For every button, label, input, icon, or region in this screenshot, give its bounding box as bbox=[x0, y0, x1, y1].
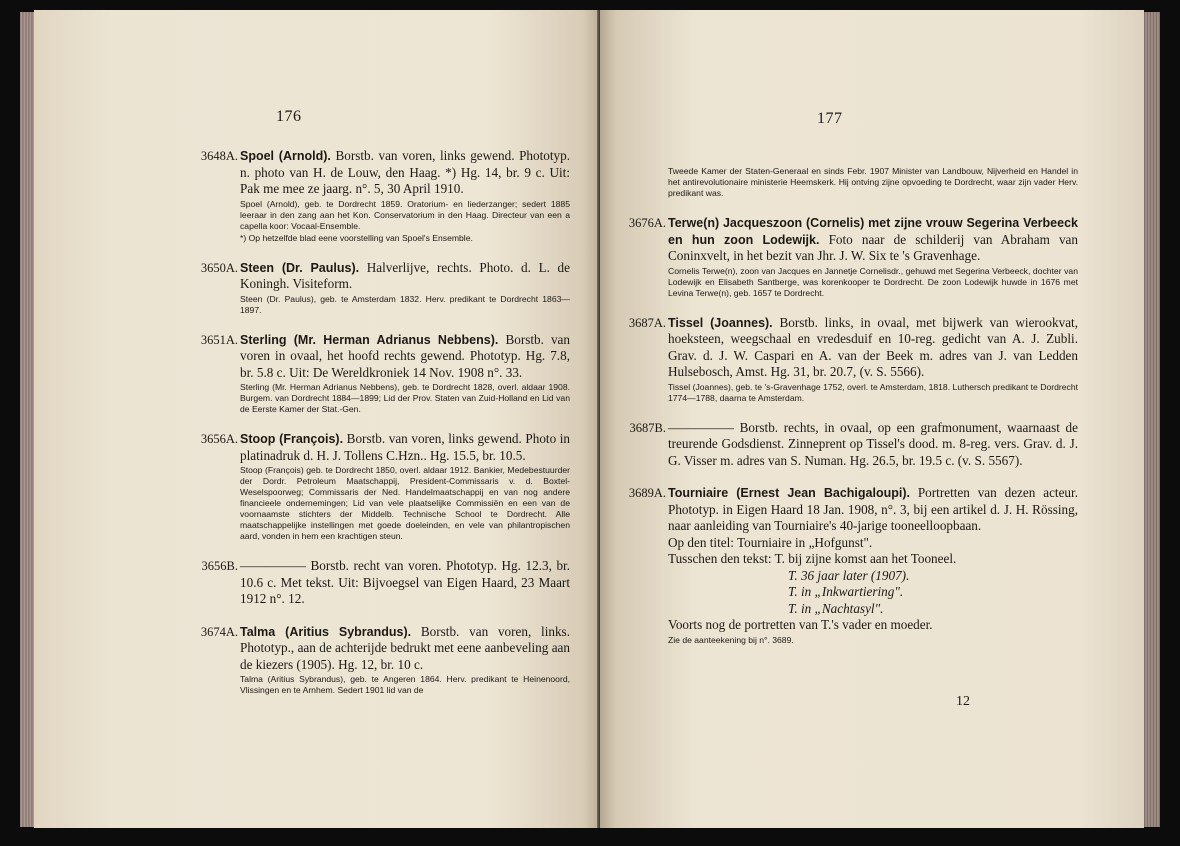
entry-name: Terwe(n) Jacqueszoon (Cornelis) met zijne vrouw Segerina Verbeeck en hun zoon Lodewijk. bbox=[668, 216, 1078, 247]
catalog-entry bbox=[629, 419, 1079, 470]
entry-note: Tissel (Joannes), geb. te 's-Gravenhage 1752, overl. te Amsterdam, 1818. Luthersch predikant te Dordrecht 1774—1788, daarna te Amsterdam. bbox=[668, 381, 1078, 403]
entry-name: Tourniaire (Ernest Jean Bachigaloupi). bbox=[668, 486, 910, 500]
signature-mark: 12 bbox=[956, 694, 970, 709]
entry-number: 3651A. bbox=[200, 332, 238, 347]
entry-dash: ————— bbox=[240, 558, 306, 573]
book-edge-right bbox=[1144, 12, 1160, 827]
entry-note: Steen (Dr. Paulus), geb. te Amsterdam 1832. Herv. predikant te Dordrecht 1863—1897. bbox=[240, 293, 570, 315]
entry-description: Borstb. van voren in ovaal, het hoofd rechts gewend. Phototyp. Hg. 7.8, br. 5.8 c. Uit: De Wereldkroniek 14 Nov. 1908 n°. 33. bbox=[240, 331, 571, 380]
catalog-entry bbox=[628, 485, 1078, 646]
entry-name: Talma (Aritius Sybrandus). bbox=[240, 624, 412, 639]
entry-line: Tusschen den tekst: T. bij zijne komst aan het Tooneel. bbox=[668, 551, 957, 566]
entry-number: 3687B. bbox=[629, 420, 666, 435]
entry-note: Talma (Aritius Sybrandus), geb. te Angeren 1864. Herv. predikant te Heinenoord, Vlissingen en te Arnhem. Sedert 1901 lid van de bbox=[240, 674, 570, 695]
entry-name: Spoel (Arnold). bbox=[240, 149, 331, 163]
entry-name: Tissel (Joannes). bbox=[668, 315, 773, 330]
page-number-right: 177 bbox=[817, 110, 843, 127]
catalog-entry bbox=[200, 431, 571, 542]
entry-description: Portretten van dezen acteur. Phototyp. in Eigen Haard 18 Jan. 1908, n°. 3, bij een artikel d. J. H. Rössing, naar aanleiding van Tourniaire's 40-jarige tooneelloopbaan. bbox=[668, 485, 1078, 533]
entry-line: T. in „Nachtasyl". bbox=[788, 600, 884, 616]
entry-name: Steen (Dr. Paulus). bbox=[240, 260, 360, 275]
entry-description: Borstb. rechts, in ovaal, op een grafmonument, waarnaast de treurende Godsdienst. Zinneprent op Tissel's dood. m. 8-reg. vers. Grav. d. J. G. Visser m. adres van S. Numan. Hg. 26.5, br. 19.5 c. (v. S. 5567). bbox=[668, 419, 1079, 468]
entry-description: Borstb. links, in ovaal, met bijwerk van wierookvat, hoeksteen, weegschaal en vredesduif en 10-reg. gedicht van A. J. Zubli. Grav. d. J. W. Caspari en A. van der Beek m. adres van J. van Ledden Hulsebosch, Amst. Hg. 31, br. 20.7, (v. S. 5566). bbox=[668, 314, 1079, 379]
entry-number: 3676A. bbox=[628, 216, 666, 230]
entry-dash: ————— bbox=[668, 419, 734, 435]
catalog-entry bbox=[200, 331, 571, 416]
entry-line: T. in „Inkwartiering". bbox=[788, 584, 904, 599]
catalog-entry bbox=[628, 215, 1078, 299]
entry-line: Op den titel: Tourniaire in „Hofgunst". bbox=[668, 534, 873, 550]
entry-number: 3650A. bbox=[200, 260, 238, 275]
entry-footnote: *) Op hetzelfde blad eene voorstelling van Spoel's Ensemble. bbox=[240, 232, 473, 243]
entry-name: Stoop (François). bbox=[240, 432, 344, 446]
catalog-entry bbox=[200, 148, 571, 244]
catalog-entry bbox=[628, 314, 1079, 404]
entry-number: 3648A. bbox=[200, 149, 238, 163]
right-page bbox=[600, 10, 1144, 828]
continuation-note: Tweede Kamer der Staten-Generaal en sinds Febr. 1907 Minister van Landbouw, Nijverheid en Handel in het antirevolutionaire ministerie Heemskerk. Hij ontving zijne opvoeding te Dordrecht, waar zijn vader Herv. predikant was. bbox=[668, 166, 1078, 198]
entry-number: 3689A. bbox=[628, 486, 666, 500]
right-column bbox=[628, 165, 1079, 662]
entry-number: 3674A. bbox=[200, 624, 238, 639]
entry-description: Foto naar de schilderij van Abraham van Coninxvelt, in het bezit van Jhr. J. W. Six te 's Gravenhage. bbox=[668, 231, 1078, 263]
left-column bbox=[200, 148, 571, 712]
entry-number: 3687A. bbox=[628, 315, 666, 330]
entry-note: Cornelis Terwe(n), zoon van Jacques en Jannetje Cornelisdr., gehuwd met Segerina Verbeeck, dochter van Lodewijk en Elisabeth Santberge, was korenkooper te Dordrecht. De zoon Lodewijk huwde in 1676 met Levina Terwe(n), geb. 1657 te Dordrecht. bbox=[668, 265, 1078, 298]
entry-number: 3656A. bbox=[200, 432, 238, 446]
entry-line: Voorts nog de portretten van T.'s vader en moeder. bbox=[668, 617, 933, 632]
entry-note: Spoel (Arnold), geb. te Dordrecht 1859. Oratorium- en liederzanger; sedert 1885 leeraar in den zang aan het Kon. Conservatorium in den Haag. Directeur van een a capella koor: Vocaal-Ensemble. bbox=[240, 198, 570, 231]
catalog-entry bbox=[201, 558, 570, 608]
entry-description: Borstb. van voren, links gewend. Phototyp. n. photo van H. de Louw, den Haag. *) Hg. 14, br. 9 c. Uit: Pak me mee ze jaarg. n°. 5, 30 April 1910. bbox=[240, 148, 571, 196]
catalog-entry bbox=[200, 623, 570, 697]
entry-note: Zie de aanteekening bij n°. 3689. bbox=[668, 634, 794, 645]
left-page bbox=[34, 10, 600, 828]
page-number-left: 176 bbox=[276, 108, 302, 125]
entry-description: Borstb. recht van voren. Phototyp. Hg. 12.3, br. 10.6 c. Met tekst. Uit: Bijvoegsel van Eigen Haard, 23 Maart 1912 n°. 12. bbox=[240, 558, 570, 606]
entry-name: Sterling (Mr. Herman Adrianus Nebbens). bbox=[240, 332, 499, 347]
entry-note: Sterling (Mr. Herman Adrianus Nebbens), geb. te Dordrecht 1828, overl. aldaar 1908. Burgem. van Dordrecht 1884—1899; Lid der Prov. Staten van Zuid-Holland en Lid van de Eerste Kamer der Stat.-Gen. bbox=[240, 382, 570, 414]
entry-number: 3656B. bbox=[201, 559, 238, 573]
entry-note: Stoop (François) geb. te Dordrecht 1850, overl. aldaar 1912. Bankier, Medebestuurder der Dordr. Petroleum Maatschappij, President-Commissaris v. d. Boxtel-Weselspoorweg; Commissaris der Ned. Handelmaatschappij en van nog andere financieele ondernemingen; Lid van vele plaatselijke Commissiën en een van de voornaamste stichters der Middelb. Technische School te Dordrecht. Alle maatschappelijke instellingen met goede doeleinden, en vele van philantropischen aard, vonden in hem een krachtigen steun. bbox=[240, 465, 570, 541]
catalog-entry bbox=[200, 259, 570, 316]
entry-description: Borstb. van voren, links gewend. Photo in platinadruk d. H. J. Tollens C.Hzn.. Hg. 15.5, br. 10.5. bbox=[240, 431, 571, 463]
entry-description: Borstb. van voren, links. Phototyp., aan de achterijde bedrukt met eene aanbeveling aan de kiezers (1905). Hg. 12, br. 10 c. bbox=[240, 623, 570, 672]
entry-line: T. 36 jaar later (1907). bbox=[788, 567, 910, 583]
entry-description: Halverlijve, rechts. Photo. d. L. de Koningh. Visiteform. bbox=[240, 259, 570, 291]
